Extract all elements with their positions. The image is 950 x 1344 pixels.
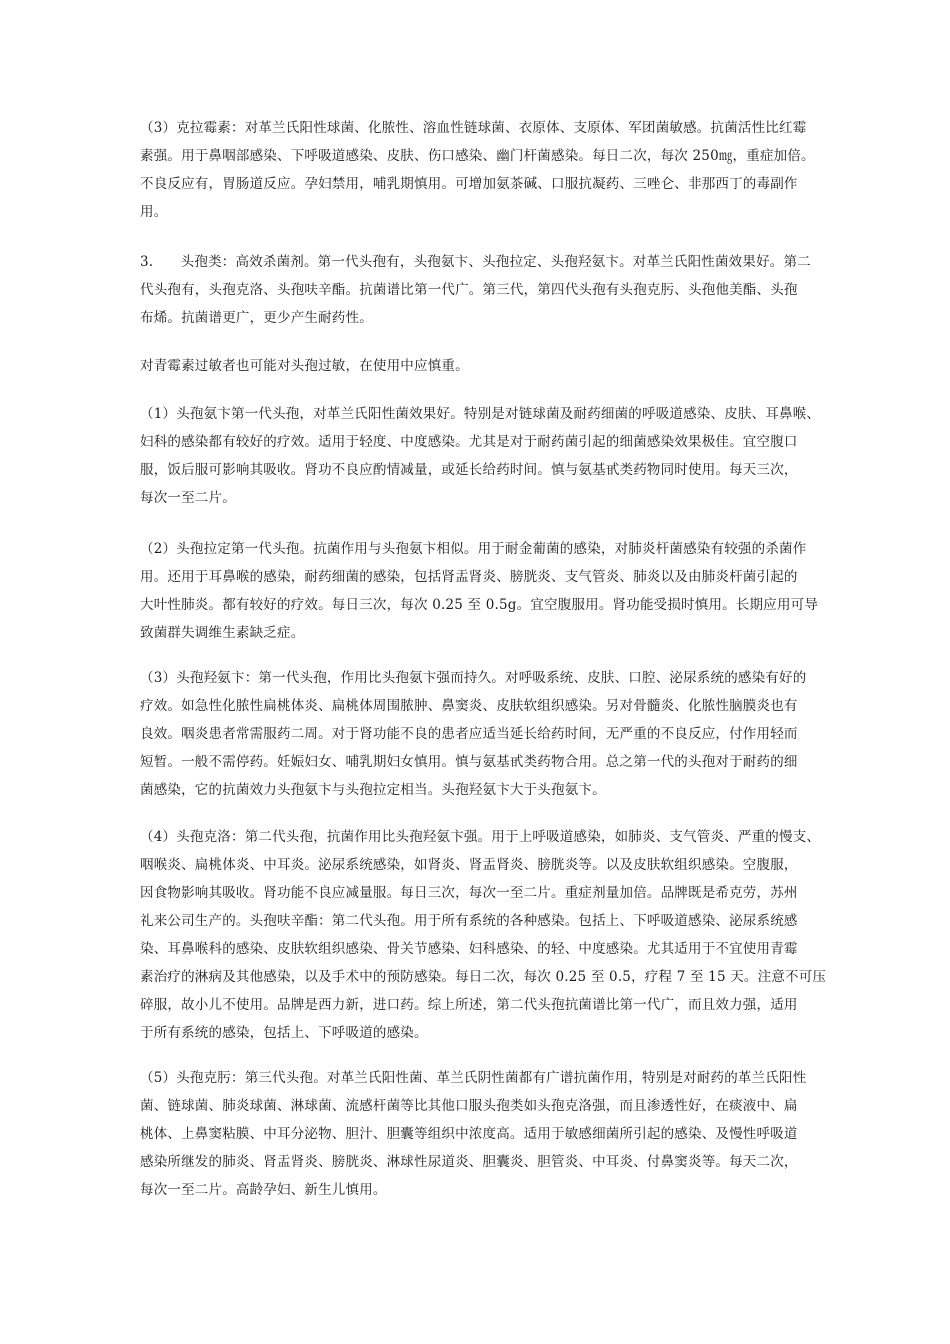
text-line: （3）克拉霉素：对革兰氏阳性球菌、化脓性、溶血性链球菌、衣原体、支原体、军团菌敏感。抗菌活性比红霉 bbox=[140, 120, 807, 136]
text-line: （4）头孢克洛：第二代头孢，抗菌作用比头孢羟氨卞强。用于上呼吸道感染，如肺炎、支气管炎、严重的慢支、 bbox=[140, 829, 821, 845]
text-line: 用。 bbox=[140, 204, 168, 220]
text-line: 素强。用于鼻咽部感染、下呼吸道感染、皮肤、伤口感染、幽门杆菌感染。每日二次，每次 250㎎，重症加倍。 bbox=[140, 148, 815, 164]
text-line: （1）头孢氨卞第一代头孢，对革兰氏阳性菌效果好。特别是对链球菌及耐药细菌的呼吸道感染、皮肤、耳鼻喉、 bbox=[140, 406, 821, 422]
text-line: 感染所继发的肺炎、肾盂肾炎、膀胱炎、淋球性尿道炎、胆囊炎、胆管炎、中耳炎、付鼻窦炎等。每天二次， bbox=[140, 1154, 798, 1170]
text-line: 大叶性肺炎。都有较好的疗效。每日三次，每次 0.25 至 0.5g。宜空腹服用。肾功能受损时慎用。长期应用可导 bbox=[140, 597, 819, 613]
text-line: 碎服，故小儿不使用。品牌是西力新，进口药。综上所述，第二代头孢抗菌谱比第一代广，而且效力强，适用 bbox=[140, 997, 798, 1013]
text-line: 良效。咽炎患者常需服药二周。对于肾功能不良的患者应适当延长给药时间，无严重的不良反应，付作用轻而 bbox=[140, 726, 798, 742]
text-line: 染、耳鼻喉科的感染、皮肤软组织感染、骨关节感染、妇科感染、的轻、中度感染。尤其适用于不宜使用青霉 bbox=[140, 941, 798, 957]
text-line: 疗效。如急性化脓性扁桃体炎、扁桃体周围脓肿、鼻窦炎、皮肤软组织感染。另对骨髓炎、化脓性脑膜炎也有 bbox=[140, 698, 798, 714]
paragraph-cefaclor bbox=[140, 823, 830, 1047]
paragraph-cefalexin bbox=[140, 400, 830, 512]
text-line: 桃体、上鼻窦粘膜、中耳分泌物、胆汁、胆囊等组织中浓度高。适用于敏感细菌所引起的感染、及慢性呼吸道 bbox=[140, 1126, 798, 1142]
text-line: 菌感染，它的抗菌效力头孢氨卞与头孢拉定相当。头孢羟氨卞大于头孢氨卞。 bbox=[140, 782, 606, 798]
text-line: 咽喉炎、扁桃体炎、中耳炎。泌尿系统感染，如肾炎、肾盂肾炎、膀胱炎等。以及皮肤软组织感染。空腹服， bbox=[140, 857, 798, 873]
text-line: 不良反应有，胃肠道反应。孕妇禁用，哺乳期慎用。可增加氨茶碱、口服抗凝药、三唑仑、非那西丁的毒副作 bbox=[140, 176, 798, 192]
text-line: （5）头孢克肟：第三代头孢。对革兰氏阳性菌、革兰氏阴性菌都有广谱抗菌作用，特别是对耐药的革兰氏阳性 bbox=[140, 1070, 807, 1086]
paragraph-cefadroxil bbox=[140, 664, 830, 804]
text-line: 布烯。抗菌谱更广，更少产生耐药性。 bbox=[140, 310, 373, 326]
text-line: （3）头孢羟氨卞：第一代头孢，作用比头孢氨卞强而持久。对呼吸系统、皮肤、口腔、泌尿系统的感染有好的 bbox=[140, 670, 807, 686]
text-line: 菌、链球菌、肺炎球菌、淋球菌、流感杆菌等比其他口服头孢类如头孢克洛强，而且渗透性好，在痰液中、扁 bbox=[140, 1098, 798, 1114]
text-line: 3. 头孢类：高效杀菌剂。第一代头孢有，头孢氨卞、头孢拉定、头孢羟氨卞。对革兰氏阳性菌效果好。第二 bbox=[140, 254, 811, 270]
text-line: 用。还用于耳鼻喉的感染，耐药细菌的感染，包括肾盂肾炎、膀胱炎、支气管炎、肺炎以及由肺炎杆菌引起的 bbox=[140, 569, 798, 585]
text-line: 代头孢有，头孢克洛、头孢呋辛酯。抗菌谱比第一代广。第三代，第四代头孢有头孢克肟、头孢他美酯、头孢 bbox=[140, 282, 798, 298]
text-line: 礼来公司生产的。头孢呋辛酯：第二代头孢。用于所有系统的各种感染。包括上、下呼吸道感染、泌尿系统感 bbox=[140, 913, 798, 929]
text-line: 妇科的感染都有较好的疗效。适用于轻度、中度感染。尤其是对于耐药菌引起的细菌感染效果极佳。宜空腹口 bbox=[140, 434, 798, 450]
text-line: 致菌群失调维生素缺乏症。 bbox=[140, 625, 305, 641]
text-line: 每次一至二片。高龄孕妇、新生儿慎用。 bbox=[140, 1182, 387, 1198]
paragraph-clarithromycin bbox=[140, 114, 830, 226]
text-line: 短暂。一般不需停药。妊娠妇女、哺乳期妇女慎用。慎与氨基甙类药物合用。总之第一代的头孢对于耐药的细 bbox=[140, 754, 798, 770]
text-line: 对青霉素过敏者也可能对头孢过敏，在使用中应慎重。 bbox=[140, 358, 469, 374]
paragraph-cephalosporins bbox=[140, 248, 830, 332]
text-line: 服，饭后服可影响其吸收。肾功不良应酌情减量，或延长给药时间。慎与氨基甙类药物同时使用。每天三次， bbox=[140, 462, 798, 478]
paragraph-cefixime bbox=[140, 1064, 830, 1204]
text-line: 每次一至二片。 bbox=[140, 490, 236, 506]
text-line: 于所有系统的感染，包括上、下呼吸道的感染。 bbox=[140, 1025, 428, 1041]
paragraph-allergy-note bbox=[140, 352, 830, 380]
text-line: 因食物影响其吸收。肾功能不良应减量服。每日三次，每次一至二片。重症剂量加倍。品牌既是希克劳，苏州 bbox=[140, 885, 798, 901]
text-line: （2）头孢拉定第一代头孢。抗菌作用与头孢氨卞相似。用于耐金葡菌的感染，对肺炎杆菌感染有较强的杀菌作 bbox=[140, 541, 807, 557]
text-line: 素治疗的淋病及其他感染，以及手术中的预防感染。每日二次，每次 0.25 至 0.5，疗程 7 至 15 天。注意不可压 bbox=[140, 969, 827, 985]
paragraph-cefradine bbox=[140, 535, 830, 647]
